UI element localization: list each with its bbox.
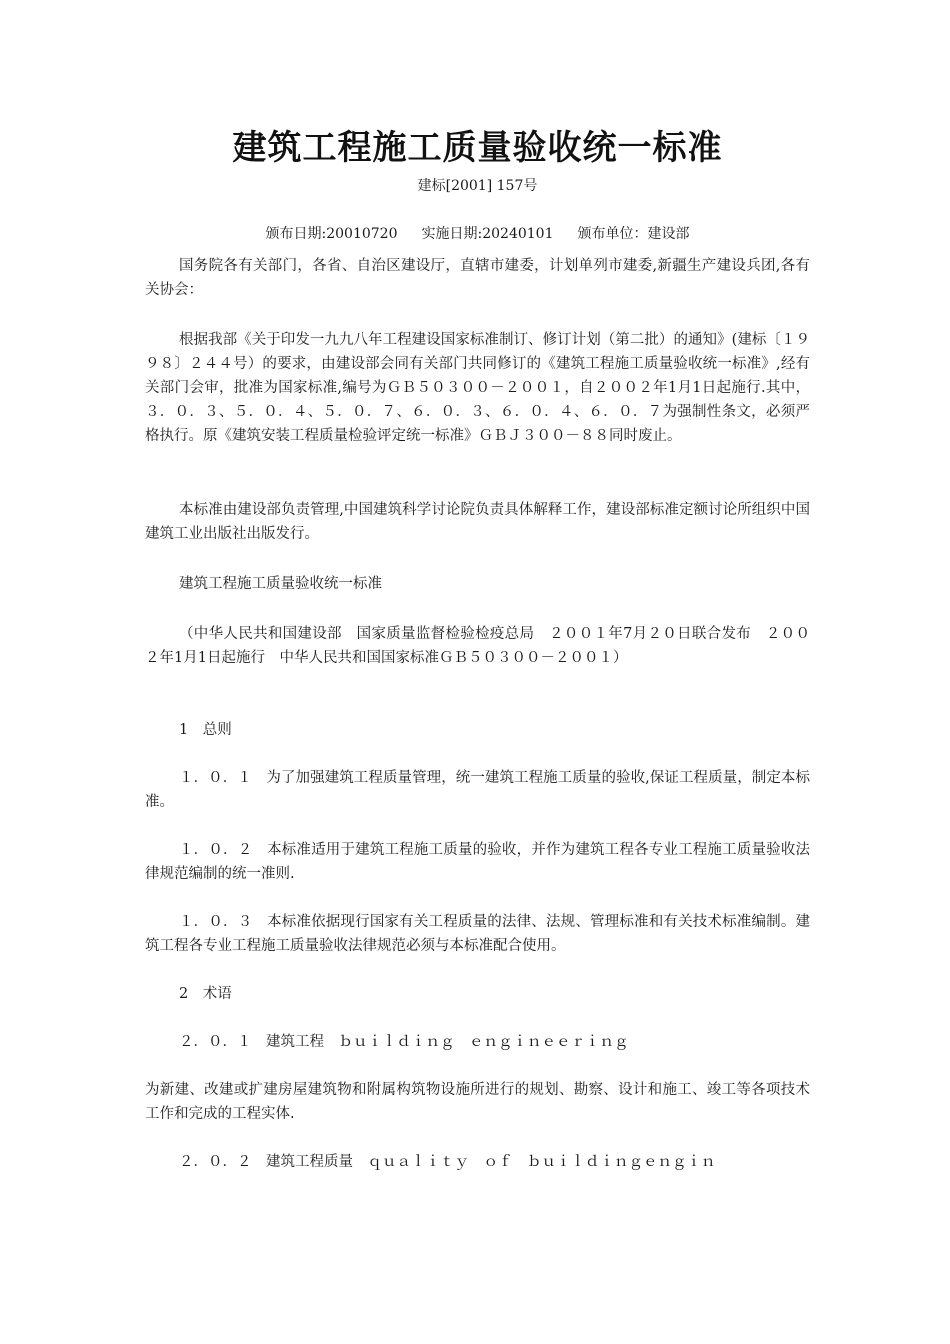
issuance-note-paragraph: （中华人民共和国建设部 国家质量监督检验检疫总局 ２００１年7月２０日联合发布 ２００２年1月1日起施行 中华人民共和国国家标准ＧＢ５０３００－２００１）: [145, 626, 810, 666]
standard-name-paragraph: 建筑工程施工质量验收统一标准: [179, 576, 382, 592]
section-heading-terms: 2 术语: [179, 986, 232, 1002]
document-title: 建筑工程施工质量验收统一标准: [232, 128, 723, 168]
effective-date: 实施日期:20240101: [421, 226, 554, 242]
clause-1-0-1: １．０．１ 为了加强建筑工程质量管理，统一建筑工程施工质量的验收,保证工程质量，制定本标准。: [145, 770, 810, 810]
clause-2-0-2: ２．０．２ 建筑工程质量 ｑｕａｌｉｔｙ ｏｆ ｂｕｉｌｄｉｎｇｅｎｇｉｎ: [179, 1154, 716, 1170]
term-definition-building-engineering: 为新建、改建或扩建房屋建筑物和附属构筑物设施所进行的规划、勘察、设计和施工、竣工等各项技术工作和完成的工程实体.: [145, 1082, 810, 1122]
issuer: 颁布单位：建设部: [577, 226, 690, 242]
clause-1-0-3: １．０．３ 本标准依据现行国家有关工程质量的法律、法规、管理标准和有关技术标准编制。建筑工程各专业工程施工质量验收法律规范必须与本标准配合使用。: [145, 914, 810, 954]
addressee-paragraph: 国务院各有关部门，各省、自治区建设厅，直辖市建委，计划单列市建委,新疆生产建设兵团,各有关协会：: [145, 258, 810, 298]
clause-2-0-1: ２．０．１ 建筑工程 ｂｕｉｌｄｉｎｇ ｅｎｇｉｎｅｅｒｉｎｇ: [179, 1034, 629, 1050]
management-paragraph: 本标准由建设部负责管理,中国建筑科学讨论院负责具体解释工作，建设部标准定额讨论所组织中国建筑工业出版社出版发行。: [145, 502, 810, 542]
clause-1-0-2: １．０．２ 本标准适用于建筑工程施工质量的验收，并作为建筑工程各专业工程施工质量验收法律规范编制的统一准则.: [145, 842, 810, 882]
approval-paragraph: 根据我部《关于印发一九九八年工程建设国家标准制订、修订计划（第二批）的通知》(建标〔１９９８〕２４４号）的要求，由建设部会同有关部门共同修订的《建筑工程施工质量验收统一标准》,经有关部门会审，批准为国家标准,编号为ＧＢ５０３００－２００１，自２００２年1月1日起施行.其中，３．０．３、５．０．４、５．０．７、６．０．３、６．０．４、６．０．７为强制性条文，必须严格执行。原《建筑安装工程质量检验评定统一标准》ＧＢＪ３００－８８同时废止。: [145, 332, 810, 444]
section-heading-general: 1 总则: [179, 722, 232, 738]
document-meta: [145, 222, 810, 246]
document-number: 建标[2001] 157号: [417, 178, 538, 194]
publish-date: 颁布日期:20010720: [265, 226, 398, 242]
